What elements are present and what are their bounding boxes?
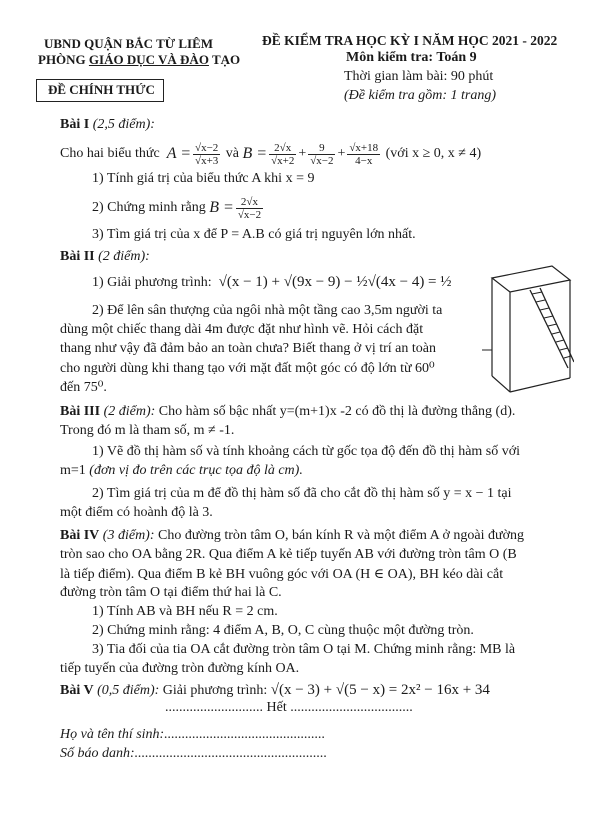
end-marker: ............................ Hết ................................... [165, 700, 413, 715]
bai1-q2: 2) Chứng minh rằng B = $\frac{2√x}{√x-2}$ [92, 195, 262, 221]
bai1-expressions: Cho hai biểu thức A = $\frac{√x-2}{√x+3}$ và B = $\frac{2√x}{√x+2}$ + $\frac{9}{√x-2}$ + $\frac{√x+18}{4-x}$ (với x ≥ 0, x ≠ 4) [60, 141, 482, 167]
bai2-q2-line3: thang như vậy đã đảm bảo an toàn chưa? Biết thang ở vị trí an toàn [60, 341, 436, 356]
bai3-q2-line1: 2) Tìm giá trị của m để đồ thị hàm số đã cho cắt đồ thị hàm số y = x − 1 tại [92, 486, 512, 501]
candidate-name: Họ và tên thí sinh:.............................................. [60, 727, 326, 742]
department-name: UBND QUẬN BẮC TỪ LIÊM [44, 36, 214, 51]
bai1-q1: 1) Tính giá trị của biểu thức A khi x = 9 [92, 171, 315, 186]
bai2-heading: Bài II (2 điểm): [60, 249, 150, 264]
bai4-q3-line2: tiếp tuyến của đường tròn đường kính OA. [60, 661, 300, 676]
bai1-q3: 3) Tìm giá trị của x để P = A.B có giá trị nguyên lớn nhất. [92, 227, 416, 242]
bai3-q1-line1: 1) Vẽ đồ thị hàm số và tính khoảng cách từ gốc tọa độ đến đồ thị hàm số với [92, 444, 521, 459]
official-label: ĐỀ CHÍNH THỨC [48, 82, 155, 97]
bai2-q1: 1) Giải phương trình: √(x − 1) + √(9x − 9) − ½√(4x − 4) = ½ [92, 274, 452, 290]
pages-note: (Đề kiểm tra gồm: 1 trang) [344, 88, 497, 103]
bai2-q2-line1: 2) Để lên sân thượng của ngôi nhà một tầng cao 3,5m người ta [92, 303, 443, 318]
candidate-id: Số báo danh:....................................................... [60, 746, 328, 761]
bai4-q3-line1: 3) Tia đối của tia OA cắt đường tròn tâm O tại M. Chứng minh rằng: MB là [92, 642, 516, 657]
bai3-heading: Bài III (2 điểm): Cho hàm số bậc nhất y=(m+1)x -2 có đồ thị là đường thẳng (d). [60, 404, 516, 419]
bai2-q2-line5: đến 75⁰. [60, 380, 107, 395]
bai4-line2: tròn sao cho OA bằng 2R. Qua điểm A kẻ tiếp tuyến AB với đường tròn tâm O (B [60, 547, 517, 562]
bai4-heading: Bài IV (3 điểm): Cho đường tròn tâm O, bán kính R và một điểm A ở ngoài đường [60, 528, 524, 543]
bai3-line2: Trong đó m là tham số, m ≠ -1. [60, 423, 235, 438]
bai2-q2-line2: dùng một chiếc thang dài 4m được đặt như hình vẽ. Hỏi cách đặt [60, 322, 424, 337]
ladder-figure-label [0, 0, 5, 1]
bai2-q2-line4: cho người dùng khi thang tạo với mặt đất một góc có độ lớn từ 60⁰ [60, 361, 435, 376]
bai4-line3: là tiếp điểm). Qua điểm B kẻ BH vuông góc với OA (H ∈ OA), BH kéo dài cắt [60, 567, 504, 582]
bai5-heading: Bài V (0,5 điểm): Giải phương trình: √(x − 3) + √(5 − x) = 2x² − 16x + 34 [60, 682, 490, 698]
ladder-figure [482, 258, 574, 398]
exam-time: Thời gian làm bài: 90 phút [344, 69, 494, 84]
bai3-q2-line2: một điểm có hoành độ là 3. [60, 505, 213, 520]
bai4-line4: đường tròn tâm O tại điểm thứ hai là C. [60, 585, 282, 600]
bai4-q1: 1) Tính AB và BH nếu R = 2 cm. [92, 604, 278, 619]
bai3-q1-line2: m=1 (đơn vị đo trên các trục tọa độ là cm). [60, 463, 303, 478]
bai4-q2: 2) Chứng minh rằng: 4 điểm A, B, O, C cùng thuộc một đường tròn. [92, 623, 474, 638]
office-name: PHÒNG GIÁO DỤC VÀ ĐÀO TẠO [38, 52, 241, 67]
bai1-heading: Bài I (2,5 điểm): [60, 117, 155, 132]
subject: Môn kiểm tra: Toán 9 [346, 50, 477, 65]
exam-title: ĐỀ KIỂM TRA HỌC KỲ I NĂM HỌC 2021 - 2022 [262, 33, 558, 48]
